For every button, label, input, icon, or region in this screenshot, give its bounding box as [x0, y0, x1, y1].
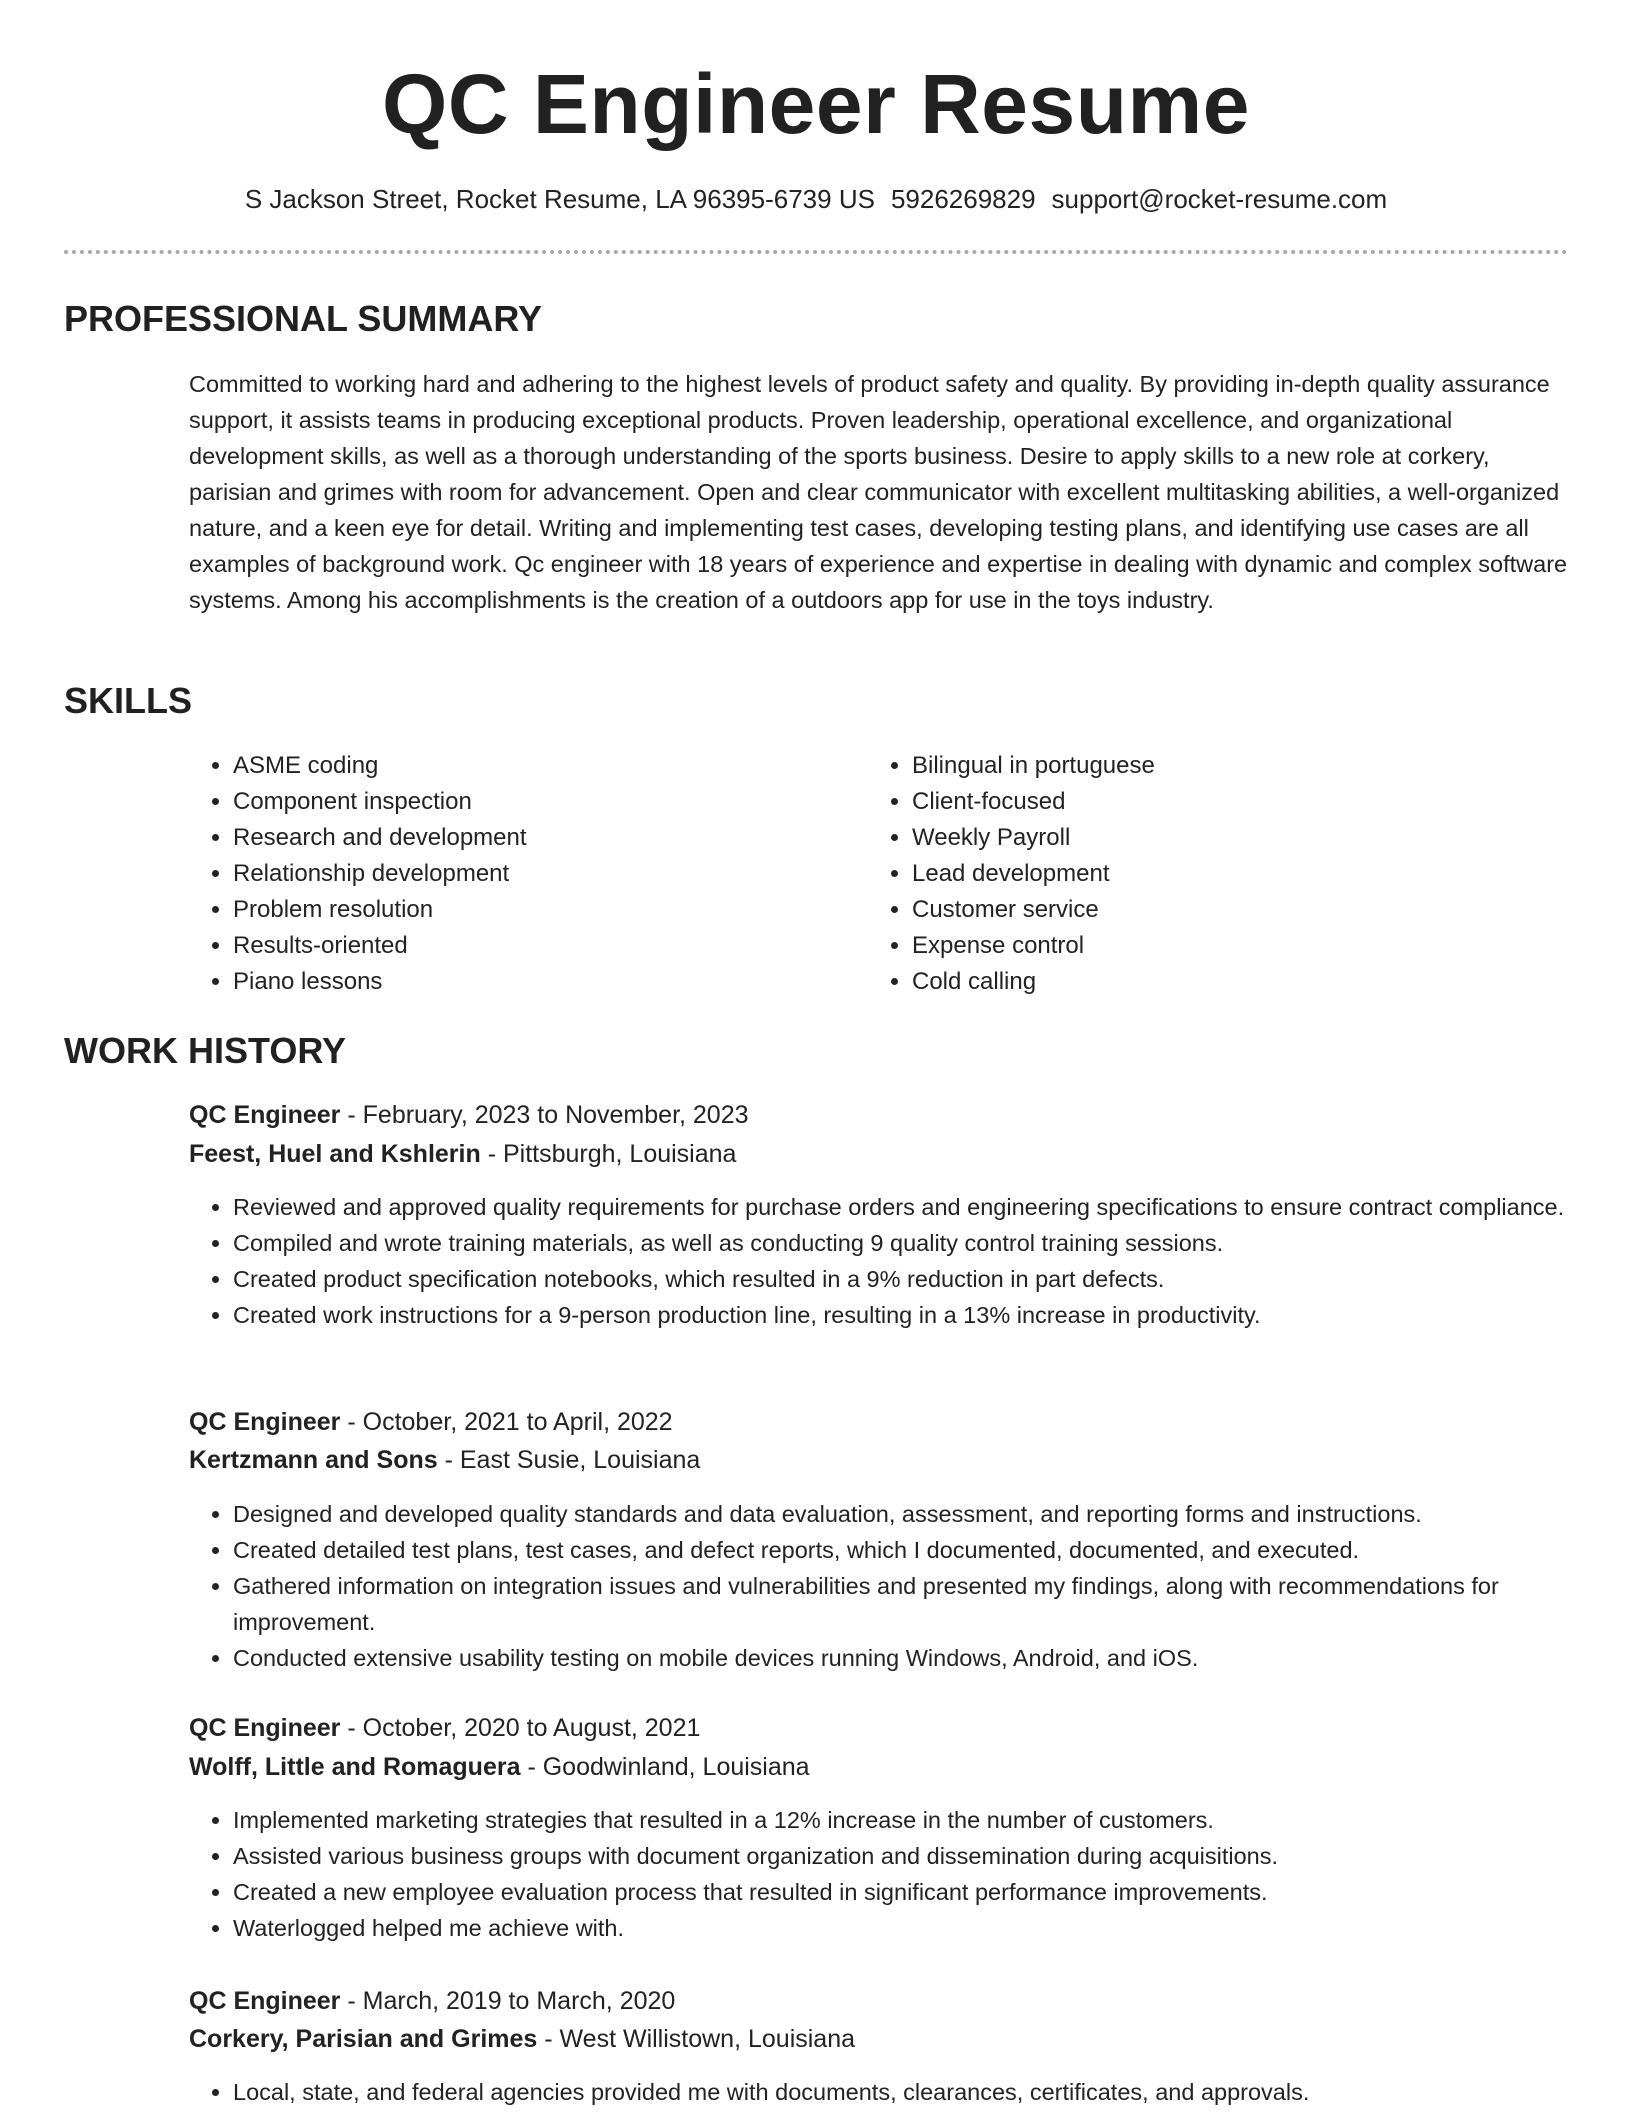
job-company: Wolff, Little and Romaguera	[189, 1753, 521, 1781]
job-title: QC Engineer	[189, 1987, 341, 2015]
skill-item: • ASME coding	[233, 748, 853, 784]
job-bullet: • Created work instructions for a 9-person production line, resulting in a 13% increase in productivity.	[233, 1297, 1613, 1333]
skill-item: • Bilingual in portuguese	[912, 748, 1532, 784]
job-bullet: • Assisted various business groups with document organization and dissemination during acquisitions.	[233, 1838, 1613, 1874]
job-bullet: • Local, state, and federal agencies provided me with documents, clearances, certificates, and approvals.	[233, 2074, 1613, 2110]
job-company-line	[189, 1136, 736, 1172]
summary-text: Committed to working hard and adhering to the highest levels of product safety and quality. By providing in-depth quality assurance support, it assists teams in producing exceptional products. Proven leadership, operational excellence, and organizational development skills, as well as a thorough understanding of the sports business. Desire to apply skills to a new role at corkery, parisian and grimes with room for advancement. Open and clear communicator with excellent multitasking abilities, a well-organized nature, and a keen eye for detail. Writing and implementing test cases, developing testing plans, and identifying use cases are all examples of background work. Qc engineer with 18 years of experience and expertise in dealing with dynamic and complex software systems. Among his accomplishments is the creation of a outdoors app for use in the toys industry.	[189, 371, 1568, 613]
job-company: Corkery, Parisian and Grimes	[189, 2025, 538, 2053]
job-location: - West Willistown, Louisiana	[537, 2025, 856, 2053]
job-bullet: • Implemented marketing strategies that resulted in a 12% increase in the number of customers.	[233, 1802, 1613, 1838]
skill-item: • Results-oriented	[233, 928, 853, 964]
job-dates: - February, 2023 to November, 2023	[340, 1101, 749, 1129]
job-title-line	[189, 1710, 700, 1746]
job-bullet: • Compiled and wrote training materials, as well as conducting 9 quality control training sessions.	[233, 1225, 1613, 1261]
job-dates: - October, 2020 to August, 2021	[340, 1714, 701, 1742]
skill-item: • Cold calling	[912, 964, 1532, 1000]
job-bullet: • Reviewed and approved quality requirements for purchase orders and engineering specifications to ensure contract compliance.	[233, 1189, 1613, 1225]
skill-item: • Problem resolution	[233, 892, 853, 928]
job-dates: - March, 2019 to March, 2020	[340, 1987, 676, 2015]
job-location: - Pittsburgh, Louisiana	[480, 1140, 737, 1168]
skill-item: • Customer service	[912, 892, 1532, 928]
skill-item: • Client-focused	[912, 784, 1532, 820]
skills-heading: SKILLS	[64, 680, 193, 721]
job-title: QC Engineer	[189, 1408, 341, 1436]
job-dates: - October, 2021 to April, 2022	[340, 1408, 673, 1436]
skills-list-left	[189, 748, 853, 1000]
job-bullet: • Created product specification notebooks, which resulted in a 9% reduction in part defects.	[233, 1261, 1613, 1297]
job-bullet: • Waterlogged helped me achieve with.	[233, 1910, 1613, 1946]
resume-title: QC Engineer Resume	[382, 57, 1250, 151]
skill-item: • Piano lessons	[233, 964, 853, 1000]
job-company-line	[189, 1442, 700, 1478]
contact-phone: 5926269829	[890, 184, 1036, 214]
job-bullet: • Gathered information on integration issues and vulnerabilities and presented my findings, along with recommendations for improvement.	[233, 1568, 1613, 1640]
job-bullets	[189, 1802, 1613, 1946]
contact-email: support@rocket-resume.com	[1051, 184, 1388, 214]
contact-line	[0, 181, 1632, 217]
skill-item: • Weekly Payroll	[912, 820, 1532, 856]
skill-item: • Component inspection	[233, 784, 853, 820]
job-bullets	[189, 1496, 1613, 1676]
job-bullets	[189, 2074, 1613, 2110]
job-bullet: • Created detailed test plans, test cases, and defect reports, which I documented, documented, and executed.	[233, 1532, 1613, 1568]
summary-heading: PROFESSIONAL SUMMARY	[64, 298, 543, 339]
job-bullet: • Conducted extensive usability testing on mobile devices running Windows, Android, and iOS.	[233, 1640, 1613, 1676]
contact-address: S Jackson Street, Rocket Resume, LA 96395-6739 US	[244, 184, 875, 214]
skill-item: • Research and development	[233, 820, 853, 856]
job-title-line	[189, 1404, 673, 1440]
job-company: Feest, Huel and Kshlerin	[189, 1140, 481, 1168]
job-company-line	[189, 1749, 810, 1785]
job-bullet: • Designed and developed quality standards and data evaluation, assessment, and reporting forms and instructions.	[233, 1496, 1613, 1532]
job-company-line	[189, 2021, 855, 2057]
job-location: - Goodwinland, Louisiana	[520, 1753, 810, 1781]
job-title-line	[189, 1097, 749, 1133]
skill-item: • Lead development	[912, 856, 1532, 892]
job-title: QC Engineer	[189, 1714, 341, 1742]
skill-item: • Expense control	[912, 928, 1532, 964]
job-company: Kertzmann and Sons	[189, 1446, 438, 1474]
job-bullet: • Created a new employee evaluation process that resulted in significant performance improvements.	[233, 1874, 1613, 1910]
skill-item: • Relationship development	[233, 856, 853, 892]
job-title-line	[189, 1983, 675, 2019]
job-location: - East Susie, Louisiana	[437, 1446, 701, 1474]
job-title: QC Engineer	[189, 1101, 341, 1129]
header-divider	[64, 250, 1568, 254]
skills-list-right	[868, 748, 1532, 1000]
work-history-heading: WORK HISTORY	[64, 1030, 347, 1071]
job-bullets	[189, 1189, 1613, 1333]
